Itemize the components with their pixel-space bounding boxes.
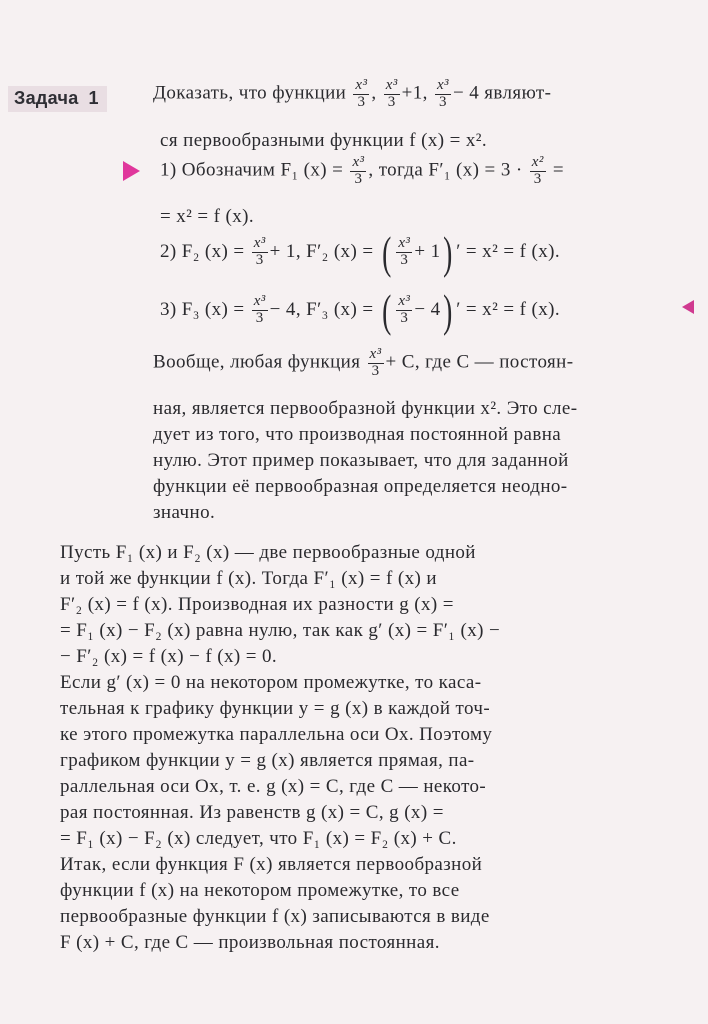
step-text: + 1 bbox=[414, 241, 441, 263]
task-number: 1 bbox=[88, 88, 99, 108]
solution-step-1-cont: = x² = f (x). bbox=[160, 206, 255, 227]
remark-row: функции её первообразная определяется неодно- bbox=[153, 476, 568, 497]
theory-row: первообразные функции f (x) записываются в виде bbox=[60, 906, 490, 927]
fraction-x3-over-3 bbox=[353, 78, 369, 111]
fraction-denominator: 3 bbox=[371, 362, 380, 379]
expression-tail: +1, bbox=[401, 82, 428, 104]
theory-row: − F′₂ (x) = f (x) − f (x) = 0. bbox=[60, 646, 278, 667]
statement-line-1 bbox=[153, 78, 551, 111]
fraction bbox=[396, 294, 412, 327]
fraction bbox=[350, 155, 366, 188]
remark-text: Вообще, любая функция bbox=[153, 351, 361, 373]
remark-paragraph bbox=[153, 396, 683, 526]
fraction bbox=[252, 236, 268, 269]
theory-row: ке этого промежутка параллельна оси Ox. Поэтому bbox=[60, 724, 493, 745]
theory-row: и той же функции f (x). Тогда F′₁ (x) = f (x) и bbox=[60, 568, 437, 589]
step-text: 1) Обозначим F₁ (x) = bbox=[160, 159, 344, 181]
remark-row: значно. bbox=[153, 502, 216, 523]
remark-text: + C, где C — постоян- bbox=[385, 351, 574, 373]
theory-row: = F₁ (x) − F₂ (x) равна нулю, так как g′ (x) = F′₁ (x) − bbox=[60, 620, 501, 641]
fraction-numerator: x³ bbox=[398, 235, 411, 252]
step-text: − 4, F′₃ (x) = bbox=[269, 299, 374, 321]
fraction-denominator: 3 bbox=[387, 93, 396, 110]
theory-row: F′₂ (x) = f (x). Производная их разности g (x) = bbox=[60, 594, 454, 615]
theory-row: графиком функции y = g (x) является прямая, па- bbox=[60, 750, 475, 771]
fraction-denominator: 3 bbox=[400, 310, 409, 327]
step-text: 3) F₃ (x) = bbox=[160, 299, 245, 321]
theory-row: = F₁ (x) − F₂ (x) следует, что F₁ (x) = F₂ (x) + C. bbox=[60, 828, 457, 849]
fraction-denominator: 3 bbox=[357, 93, 366, 110]
fraction-x3-over-3 bbox=[435, 78, 451, 111]
fraction-denominator: 3 bbox=[255, 252, 264, 269]
step-text: = bbox=[552, 159, 565, 181]
theory-row: раллельная оси Ox, т. е. g (x) = C, где C — некото- bbox=[60, 776, 487, 797]
task-label-word: Задача bbox=[14, 88, 79, 108]
solution-start-marker-icon bbox=[123, 161, 140, 181]
fraction-x3-over-3 bbox=[384, 78, 400, 111]
fraction bbox=[252, 294, 268, 327]
fraction-denominator: 3 bbox=[439, 93, 447, 110]
statement-text: Доказать, что функции bbox=[153, 82, 347, 104]
statement-line-2: ся первообразными функции f (x) = x². bbox=[160, 130, 488, 151]
bleed-through-shade bbox=[470, 190, 690, 230]
comma: , bbox=[371, 82, 377, 104]
theory-row: функции f (x) на некотором промежутке, то все bbox=[60, 880, 460, 901]
remark-row: ная, является первообразной функции x². Это сле- bbox=[153, 398, 578, 419]
fraction-numerator: x³ bbox=[253, 293, 266, 310]
remark-row: дует из того, что производная постоянной равна bbox=[153, 424, 562, 445]
fraction-numerator: x³ bbox=[253, 235, 266, 252]
fraction-denominator: 3 bbox=[255, 310, 264, 327]
fraction-denominator: 3 bbox=[354, 170, 363, 187]
expression-tail: − 4 являют- bbox=[452, 82, 552, 104]
solution-step-2 bbox=[160, 227, 560, 278]
theory-row: Если g′ (x) = 0 на некотором промежутке, то каса- bbox=[60, 672, 482, 693]
fraction bbox=[396, 236, 412, 269]
fraction-numerator: x³ bbox=[369, 346, 382, 362]
theory-row: Пусть F₁ (x) и F₂ (x) — две первообразные одной bbox=[60, 542, 476, 563]
theory-row: рая постоянная. Из равенств g (x) = C, g (x) = bbox=[60, 802, 444, 823]
step-text: 2) F₂ (x) = bbox=[160, 241, 245, 263]
step-text: − 4 bbox=[414, 299, 441, 321]
fraction-numerator: x³ bbox=[437, 77, 449, 93]
remark-line-1 bbox=[153, 347, 573, 380]
fraction bbox=[530, 155, 546, 188]
step-text: ′ = x² = f (x). bbox=[456, 241, 560, 263]
theory-paragraph bbox=[60, 540, 640, 956]
fraction bbox=[368, 347, 384, 380]
step-text: , тогда F′₁ (x) = 3 · bbox=[368, 159, 523, 181]
left-paren: ( bbox=[381, 227, 392, 278]
fraction-denominator: 3 bbox=[533, 170, 542, 187]
left-paren: ( bbox=[381, 285, 392, 336]
right-paren: ) bbox=[443, 285, 454, 336]
theory-row: F (x) + C, где C — произвольная постоянная. bbox=[60, 932, 440, 953]
fraction-numerator: x² bbox=[531, 154, 544, 170]
theory-row: тельная к графику функции y = g (x) в каждой точ- bbox=[60, 698, 491, 719]
theory-row: Итак, если функция F (x) является первообразной bbox=[60, 854, 483, 875]
solution-end-marker-icon bbox=[682, 300, 694, 314]
solution-step-1 bbox=[160, 155, 564, 188]
fraction-numerator: x³ bbox=[352, 154, 365, 170]
right-paren: ) bbox=[443, 227, 454, 278]
fraction-denominator: 3 bbox=[400, 252, 409, 269]
step-text: ′ = x² = f (x). bbox=[456, 299, 560, 321]
remark-row: нулю. Этот пример показывает, что для заданной bbox=[153, 450, 569, 471]
task-label bbox=[8, 86, 107, 112]
fraction-numerator: x³ bbox=[385, 77, 398, 93]
solution-step-3 bbox=[160, 285, 560, 336]
step-text: + 1, F′₂ (x) = bbox=[269, 241, 374, 263]
fraction-numerator: x³ bbox=[355, 77, 368, 93]
fraction-numerator: x³ bbox=[398, 293, 411, 310]
